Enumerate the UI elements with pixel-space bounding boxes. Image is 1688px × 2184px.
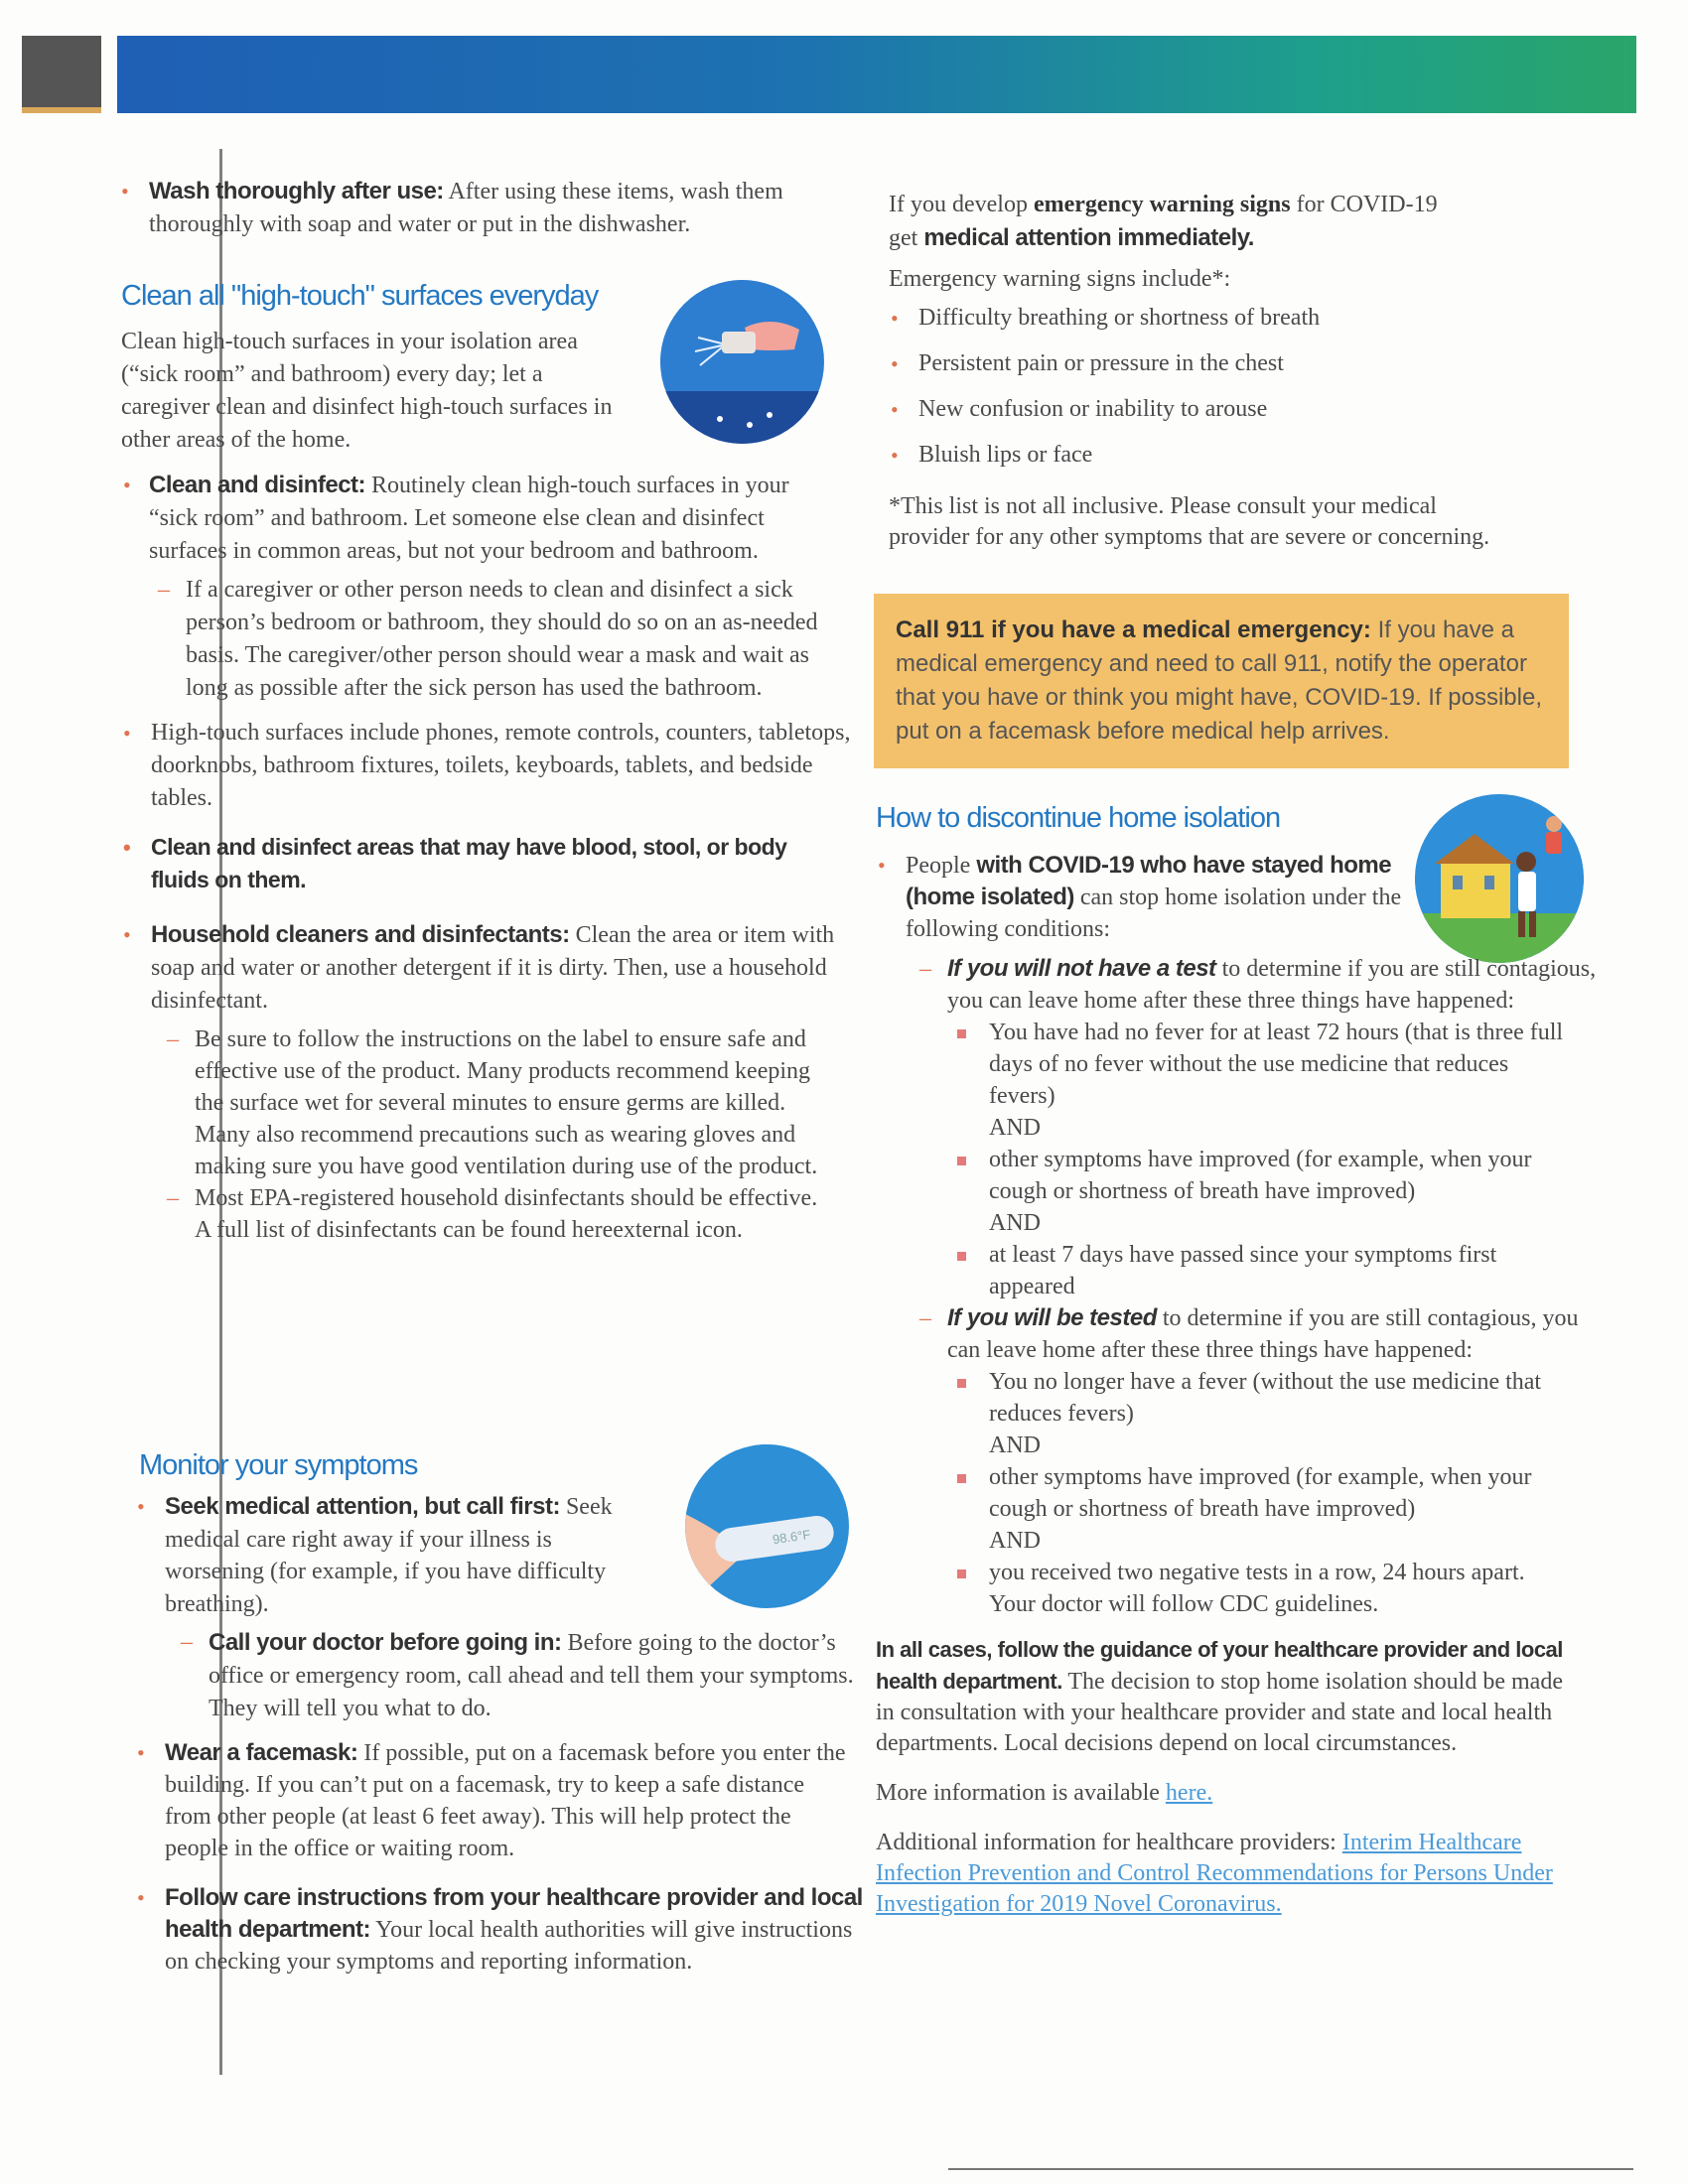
and-word: AND bbox=[989, 1210, 1041, 1236]
epa-subbullet: – Most EPA-registered household disinfectants should be effective. A full list of disinfectants can be found hereexternal icon. bbox=[165, 1182, 830, 1246]
seek-text: Seek medical care right away if your illness is worsening (for example, if you have difficulty breathing). bbox=[165, 1494, 613, 1617]
wash-text: After using these items, wash them thoroughly with soap and water or put in the dishwasher. bbox=[149, 179, 783, 237]
emergency-callout bbox=[874, 594, 1569, 768]
callout-text: If you have a medical emergency and need to call 911, notify the operator that you have or think you might have, COVID-19. If possible, put on a facemask before medical help arrives. bbox=[896, 616, 1542, 745]
follow-bold: Follow care instructions from your healthcare provider and local health department: bbox=[165, 1884, 863, 1943]
header-gold-edge bbox=[22, 107, 101, 113]
monitor-heading: Monitor your symptoms bbox=[139, 1449, 418, 1481]
no-test-bold: If you will not have a test bbox=[947, 955, 1216, 982]
all-cases bbox=[876, 1634, 1571, 1759]
sign-item: • Bluish lips or face bbox=[889, 439, 1564, 472]
warning-get bbox=[889, 221, 1564, 255]
cleaners-text: Clean the area or item with soap and water or another detergent if it is dirty. Then, use a household disinfectant. bbox=[151, 922, 835, 1014]
and-word: AND bbox=[989, 1115, 1041, 1141]
people-text: People bbox=[906, 853, 977, 879]
no-test-item: You have had no fever for at least 72 hours (that is three full days of no fever without the use medicine that reduces fevers) bbox=[951, 1017, 1567, 1112]
additional-text: Additional information for healthcare providers: bbox=[876, 1830, 1342, 1855]
warning-intro bbox=[889, 189, 1564, 221]
call-doctor-subbullet bbox=[179, 1626, 874, 1725]
warning-intro-bold: emergency warning signs bbox=[1033, 192, 1291, 217]
sign-item: • Persistent pain or pressure in the chest bbox=[889, 347, 1564, 380]
no-test-item: other symptoms have improved (for example, when your cough or shortness of breath have improved) bbox=[951, 1144, 1567, 1207]
seek-bold: Seek medical attention, but call first: bbox=[165, 1493, 560, 1520]
clean-disinfect-text: Routinely clean high-touch surfaces in your “sick room” and bathroom. Let someone else clean and disinfect surfaces in common areas, but not your bedroom and bathroom. bbox=[149, 473, 789, 564]
no-test-subbullet bbox=[917, 953, 1613, 1017]
facemask-bold: Wear a facemask: bbox=[165, 1739, 358, 1766]
interim-recommendations-link[interactable]: Interim Healthcare Infection Prevention and Control Recommendations for Persons Under Investigation for 2019 Novel Coronavirus. bbox=[876, 1830, 1553, 1917]
cleaners-bullet bbox=[121, 918, 836, 1018]
facemask-bullet bbox=[135, 1737, 850, 1864]
call-doctor-bold: Call your doctor before going in: bbox=[209, 1629, 562, 1656]
tested-subbullet bbox=[917, 1302, 1613, 1366]
header-gray-block bbox=[22, 36, 101, 107]
follow-bullet bbox=[135, 1882, 870, 1978]
more-info-text: More information is available bbox=[876, 1780, 1166, 1806]
people-bold: with COVID-19 who have stayed home (home isolated) bbox=[906, 852, 1392, 910]
more-info bbox=[876, 1777, 1601, 1810]
spray-bottle-icon bbox=[660, 280, 824, 444]
sign-item: • Difficulty breathing or shortness of breath bbox=[889, 302, 1564, 335]
people-bullet bbox=[876, 850, 1422, 945]
facemask-text: If possible, put on a facemask before you enter the building. If you can’t put on a facemask, try to keep a safe distance from other people (at least 6 feet away). This will help protect the people in the office or waiting room. bbox=[165, 1740, 846, 1861]
disclaimer: *This list is not all inclusive. Please consult your medical provider for any other symptoms that are severe or concerning. bbox=[889, 493, 1490, 550]
tested-list bbox=[951, 1366, 1567, 1620]
tested-item: other symptoms have improved (for example, when your cough or shortness of breath have improved) bbox=[951, 1461, 1567, 1525]
no-test-item: at least 7 days have passed since your symptoms first appeared bbox=[951, 1239, 1567, 1302]
and-word: AND bbox=[989, 1433, 1041, 1458]
all-cases-bold: In all cases, follow the guidance of your healthcare provider and local health department. bbox=[876, 1637, 1563, 1694]
tested-bold: If you will be tested bbox=[947, 1304, 1157, 1331]
warning-intro-text: If you develop bbox=[889, 192, 1034, 217]
additional-info bbox=[876, 1828, 1581, 1920]
warning-get-text: get bbox=[889, 225, 924, 251]
and-word: AND bbox=[989, 1528, 1041, 1554]
blood-bullet: • Clean and disinfect areas that may have blood, stool, or body fluids on them. bbox=[121, 831, 836, 896]
clean-disinfect-bullet bbox=[121, 469, 836, 568]
label-subbullet: – Be sure to follow the instructions on the label to ensure safe and effective use of the product. Many products recommend keeping the surface wet for several minutes to ensure germs are killed. Many also recommend precautions such as wearing gloves and making sure you have good ventilation during use of the product. bbox=[165, 1024, 830, 1182]
more-info-link[interactable]: here. bbox=[1165, 1780, 1213, 1806]
caregiver-subbullet: – If a caregiver or other person needs to clean and disinfect a sick person’s bedroom or bathroom, they should do so on an as-needed basis. The caregiver/other person should wear a mask and wait as long as possible after the sick person has used the bathroom. bbox=[156, 574, 831, 705]
signs-intro: Emergency warning signs include*: bbox=[889, 266, 1231, 292]
tested-item: You no longer have a fever (without the use medicine that reduces fevers) bbox=[951, 1366, 1567, 1430]
warning-intro-text-2: for COVID-19 bbox=[1290, 192, 1438, 217]
all-cases-text: The decision to stop home isolation should be made in consultation with your healthcare provider and state and local health departments. Local decisions depend on local circumstances. bbox=[876, 1669, 1563, 1756]
no-test-text: to determine if you are still contagious, you can leave home after these three things have happened: bbox=[947, 956, 1597, 1014]
tested-text: to determine if you are still contagious, you can leave home after these three things have happened: bbox=[947, 1305, 1579, 1363]
clean-heading: Clean all "high-touch" surfaces everyday bbox=[121, 280, 599, 312]
no-test-list bbox=[951, 1017, 1567, 1302]
signs-list bbox=[889, 302, 1564, 472]
seek-bullet bbox=[135, 1491, 632, 1620]
tested-item: you received two negative tests in a row, 24 hours apart. Your doctor will follow CDC guidelines. bbox=[951, 1557, 1567, 1620]
people-text-2: can stop home isolation under the following conditions: bbox=[906, 885, 1402, 942]
wash-bullet bbox=[119, 175, 844, 241]
wash-bold: Wash thoroughly after use: bbox=[149, 178, 444, 205]
follow-text: Your local health authorities will give instructions on checking your symptoms and reporting information. bbox=[165, 1917, 853, 1975]
header-gradient-bar bbox=[117, 36, 1636, 113]
callout-bold: Call 911 if you have a medical emergency: bbox=[896, 616, 1371, 643]
warning-get-bold: medical attention immediately. bbox=[923, 224, 1254, 251]
call-doctor-text: Before going to the doctor’s office or emergency room, call ahead and tell them your symptoms. They will tell you what to do. bbox=[209, 1630, 854, 1721]
sign-item: • New confusion or inability to arouse bbox=[889, 393, 1564, 426]
thermometer-text: 98.6°F bbox=[772, 1526, 812, 1548]
cleaners-bold: Household cleaners and disinfectants: bbox=[151, 921, 570, 948]
bottom-rule bbox=[948, 2168, 1633, 2170]
clean-disinfect-bold: Clean and disinfect: bbox=[149, 472, 366, 498]
discontinue-heading: How to discontinue home isolation bbox=[876, 802, 1281, 834]
high-touch-bullet: • High-touch surfaces include phones, remote controls, counters, tabletops, doorknobs, bathroom fixtures, toilets, keyboards, tablets, and bedside tables. bbox=[121, 717, 856, 815]
clean-intro: Clean high-touch surfaces in your isolation area (“sick room” and bathroom) every day; let a caregiver clean and disinfect high-touch surfaces in other areas of the home. bbox=[121, 329, 613, 453]
